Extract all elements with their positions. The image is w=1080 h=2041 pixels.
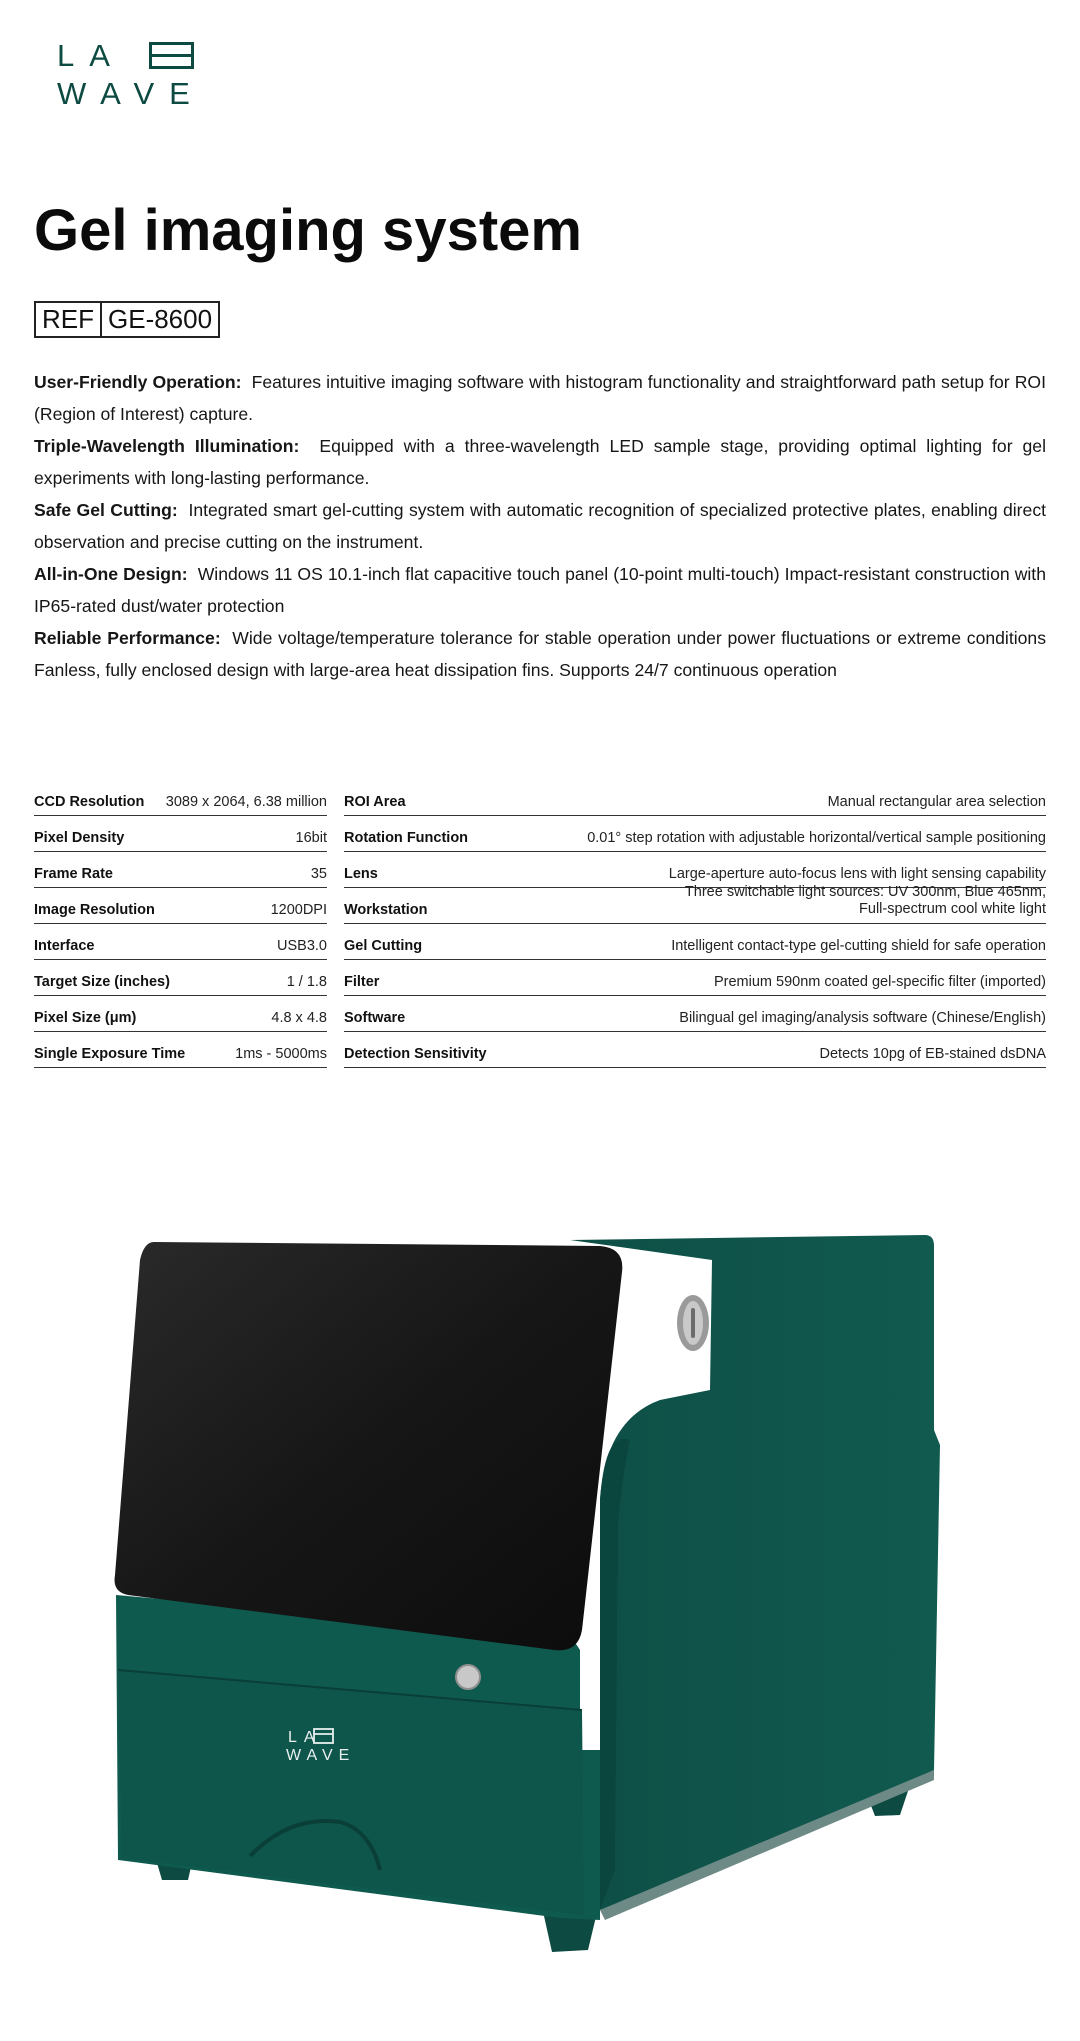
ref-label: REF (36, 303, 102, 336)
spec-value: 3089 x 2064, 6.38 million (165, 794, 327, 810)
device-logo-line-2: WAVE (286, 1747, 356, 1764)
feature-text: Windows 11 OS 10.1-inch flat capacitive touch panel (10-point multi-touch) Impact-resistant construction with IP65-rated dust/water protection (34, 564, 1046, 616)
spec-label: Pixel Size (μm) (34, 1010, 137, 1026)
spec-row (34, 852, 327, 888)
spec-row (34, 960, 327, 996)
spec-row (344, 852, 1046, 888)
spec-value (685, 884, 1046, 918)
feature-text: Features intuitive imaging software with histogram functionality and straightforward path setup for ROI (Region of Interest) capture. (34, 372, 1046, 424)
spec-row (34, 924, 327, 960)
spec-label: Interface (34, 938, 95, 954)
spec-value-line-2: Full-spectrum cool white light (859, 901, 1046, 917)
spec-value: 1 / 1.8 (286, 974, 327, 990)
device-screen (115, 1242, 623, 1650)
spec-label: Frame Rate (34, 866, 113, 882)
spec-value-line-1: Three switchable light sources: UV 300nm, Blue 465nm, (684, 884, 1046, 900)
spec-row (344, 996, 1046, 1032)
spec-label: Pixel Density (34, 830, 125, 846)
spec-label: Lens (344, 866, 378, 882)
spec-row (344, 816, 1046, 852)
feature-item (34, 622, 1046, 686)
spec-value: 16bit (295, 830, 327, 846)
feature-list (34, 366, 1046, 686)
feature-item (34, 366, 1046, 430)
spec-row (34, 888, 327, 924)
page-title: Gel imaging system (34, 198, 582, 263)
ref-code: GE-8600 (108, 304, 213, 334)
spec-value: Manual rectangular area selection (827, 794, 1046, 810)
feature-text: Integrated smart gel-cutting system with automatic recognition of specialized protective plates, enabling direct observation and precise cutting on the instrument. (34, 500, 1047, 552)
spec-value: Intelligent contact-type gel-cutting shield for safe operation (671, 938, 1046, 954)
spec-value: Detects 10pg of EB-stained dsDNA (819, 1046, 1046, 1062)
spec-row (34, 780, 327, 816)
spec-value: 35 (310, 866, 327, 882)
feature-item (34, 558, 1046, 622)
spec-row (344, 924, 1046, 960)
spec-value: Premium 590nm coated gel-specific filter (imported) (713, 974, 1046, 990)
spec-value: 1200DPI (270, 902, 327, 918)
feature-label: User-Friendly Operation: (34, 372, 242, 392)
gel-imager-illustration (100, 1230, 950, 1970)
logo-line-2: WAVE (57, 76, 205, 111)
spec-label: Software (344, 1010, 406, 1026)
spec-row (344, 884, 1046, 924)
spec-value: Bilingual gel imaging/analysis software (Chinese/English) (679, 1010, 1046, 1026)
feature-text: Wide voltage/temperature tolerance for stable operation under power fluctuations or extreme conditions Fanless, fully enclosed design with large-area heat dissipation fins. Supports 24/7 continuous operation (34, 628, 1046, 680)
logo-line-1: LA (57, 38, 125, 73)
spec-row (344, 780, 1046, 816)
spec-label: Image Resolution (34, 902, 155, 918)
logo-b-glyph (149, 42, 194, 69)
device-logo-line-1: LA (288, 1729, 322, 1746)
spec-table-left (34, 780, 327, 1068)
feature-item (34, 430, 1046, 494)
power-button (456, 1665, 480, 1689)
spec-row (34, 1032, 327, 1068)
spec-table-right (344, 780, 1046, 1068)
spec-label: Single Exposure Time (34, 1046, 186, 1062)
spec-label: Workstation (344, 902, 428, 918)
spec-label: ROI Area (344, 794, 406, 810)
spec-label: Detection Sensitivity (344, 1046, 487, 1062)
spec-label: Gel Cutting (344, 938, 423, 954)
spec-value: Large-aperture auto-focus lens with light sensing capability (668, 866, 1046, 882)
brand-logo (57, 38, 205, 112)
spec-row (34, 996, 327, 1032)
spec-label: Filter (344, 974, 380, 990)
spec-row (34, 816, 327, 852)
feature-label: Reliable Performance: (34, 628, 221, 648)
spec-label: CCD Resolution (34, 794, 145, 810)
ref-badge (34, 301, 220, 338)
spec-value: 4.8 x 4.8 (271, 1010, 327, 1026)
feature-label: Safe Gel Cutting: (34, 500, 178, 520)
spec-value: 1ms - 5000ms (235, 1046, 327, 1062)
spec-row (344, 960, 1046, 996)
feature-label: Triple-Wavelength Illumination: (34, 436, 300, 456)
spec-row (344, 1032, 1046, 1068)
spec-label: Rotation Function (344, 830, 469, 846)
spec-label: Target Size (inches) (34, 974, 170, 990)
feature-label: All-in-One Design: (34, 564, 188, 584)
spec-value: 0.01° step rotation with adjustable horizontal/vertical sample positioning (587, 830, 1046, 846)
spec-value: USB3.0 (277, 938, 327, 954)
feature-text: Equipped with a three-wavelength LED sample stage, providing optimal lighting for gel experiments with long-lasting performance. (34, 436, 1046, 488)
feature-item (34, 494, 1046, 558)
